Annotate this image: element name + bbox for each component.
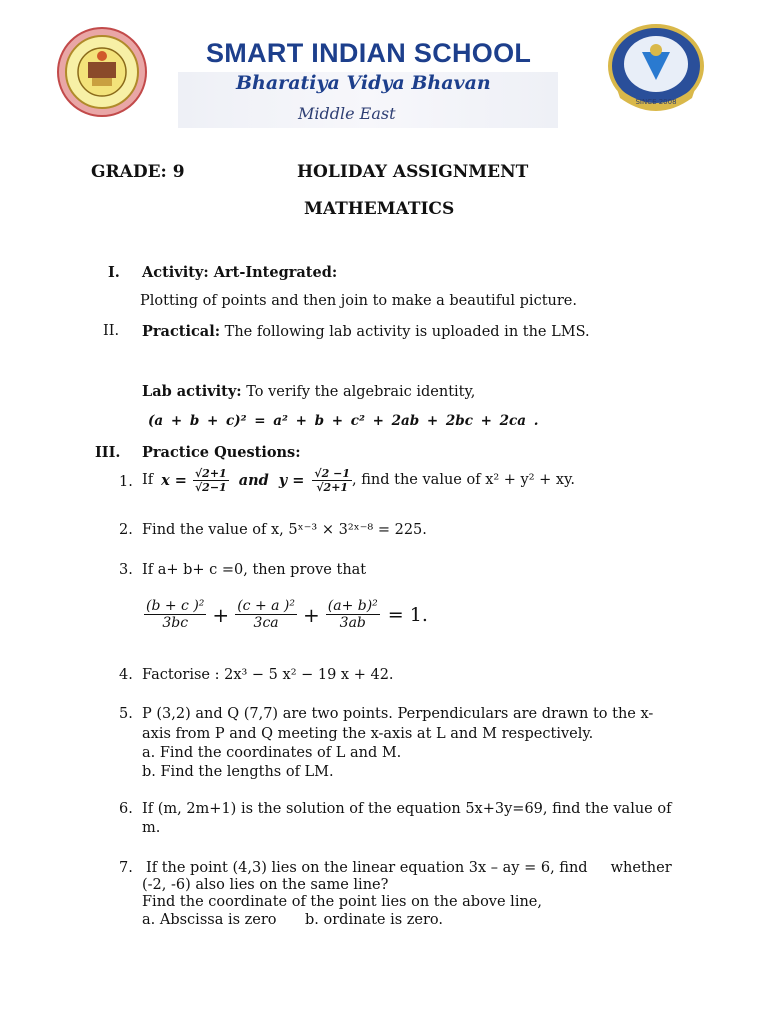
q3-equals-one: = 1.: [387, 603, 428, 626]
q3-fraction-2: [235, 598, 297, 631]
section-1-text: Plotting of points and then join to make a beautiful picture.: [140, 293, 577, 309]
section-2-number: II.: [103, 323, 120, 339]
q3-f1-denominator: 3bc: [162, 615, 189, 631]
q1-x-numerator: √2+1: [194, 466, 227, 480]
question-2-text: Find the value of x, 5ˣ⁻³ × 3²ˣ⁻⁸ = 225.: [142, 522, 427, 538]
q1-y-fraction: [312, 467, 352, 494]
section-2-text: The following lab activity is uploaded in the LMS.: [224, 324, 590, 340]
q1-tail: , find the value of x² + y² + xy.: [352, 472, 575, 488]
lab-activity-text: To verify the algebraic identity,: [246, 384, 476, 400]
q1-and: and: [238, 471, 269, 489]
q3-plus-1: +: [212, 602, 230, 627]
question-6-line-1: If (m, 2m+1) is the solution of the equation 5x+3y=69, find the value of: [142, 801, 672, 817]
grade-label: GRADE: 9: [91, 162, 185, 182]
q3-fraction-1: [144, 598, 206, 631]
question-7-line-3: Find the coordinate of the point lies on the above line,: [142, 894, 542, 910]
section-2-title: Practical:: [142, 323, 221, 340]
q1-y-denominator: √2+1: [316, 480, 349, 494]
subject-title: MATHEMATICS: [304, 199, 455, 219]
document-title: HOLIDAY ASSIGNMENT: [297, 162, 529, 182]
question-3-text: If a+ b+ c =0, then prove that: [142, 562, 367, 578]
q3-fraction-3: [326, 598, 380, 631]
question-4-number: 4.: [119, 667, 133, 683]
q1-x-denominator: √2−1: [194, 480, 227, 494]
question-6-number: 6.: [119, 801, 133, 817]
q3-f2-numerator: (c + a )²: [237, 598, 295, 614]
lab-identity: (a + b + c)² = a² + b + c² + 2ab + 2bc + 2ca .: [148, 413, 539, 429]
q1-y-numerator: √2 −1: [314, 466, 351, 480]
lab-activity-line: [142, 383, 475, 400]
q1-if: If: [142, 472, 154, 488]
lab-activity-title: Lab activity:: [142, 383, 242, 400]
q1-x-label: x =: [161, 471, 187, 489]
question-3-equation: [144, 598, 428, 631]
question-7-line-1: If the point (4,3) lies on the linear equation 3x – ay = 6, find whether: [146, 860, 672, 876]
question-5-line-1: P (3,2) and Q (7,7) are two points. Perpendiculars are drawn to the x-: [142, 706, 654, 722]
school-name: SMART INDIAN SCHOOL: [206, 38, 532, 68]
q1-x-fraction: [193, 467, 229, 494]
school-emblem-left-logo: [56, 26, 148, 118]
question-3-number: 3.: [119, 562, 133, 578]
q1-y-label: y =: [278, 471, 305, 489]
section-3-number: III.: [95, 444, 121, 461]
q3-f3-numerator: (a+ b)²: [327, 598, 378, 614]
svg-text:SINCE 2008: SINCE 2008: [635, 98, 677, 106]
question-5-part-a: a. Find the coordinates of L and M.: [142, 745, 402, 761]
section-2-line: [142, 323, 590, 340]
q3-f2-denominator: 3ca: [253, 615, 279, 631]
school-emblem-right-logo: [602, 24, 710, 114]
q3-plus-2: +: [303, 602, 320, 627]
q3-f3-denominator: 3ab: [339, 615, 366, 631]
section-1-title: Activity: Art-Integrated:: [142, 264, 338, 281]
section-3-title: Practice Questions:: [142, 444, 301, 461]
question-5-part-b: b. Find the lengths of LM.: [142, 764, 334, 780]
school-tagline: Middle East: [298, 104, 396, 123]
question-1: [142, 460, 575, 500]
question-7-line-2: (-2, -6) also lies on the same line?: [142, 877, 389, 893]
question-6-line-2: m.: [142, 820, 161, 836]
question-5-line-2: axis from P and Q meeting the x-axis at L and M respectively.: [142, 726, 594, 742]
school-subtitle: Bharatiya Vidya Bhavan: [236, 72, 491, 94]
question-4-text: Factorise : 2x³ − 5 x² − 19 x + 42.: [142, 667, 394, 683]
section-1-number: I.: [108, 264, 120, 281]
question-7-part-b: b. ordinate is zero.: [305, 912, 444, 928]
question-7-number: 7.: [119, 860, 133, 876]
question-5-number: 5.: [119, 706, 133, 722]
question-7-part-a: a. Abscissa is zero: [142, 912, 277, 928]
q3-f1-numerator: (b + c )²: [146, 598, 205, 614]
question-1-number: 1.: [119, 474, 133, 490]
question-2-number: 2.: [119, 522, 133, 538]
